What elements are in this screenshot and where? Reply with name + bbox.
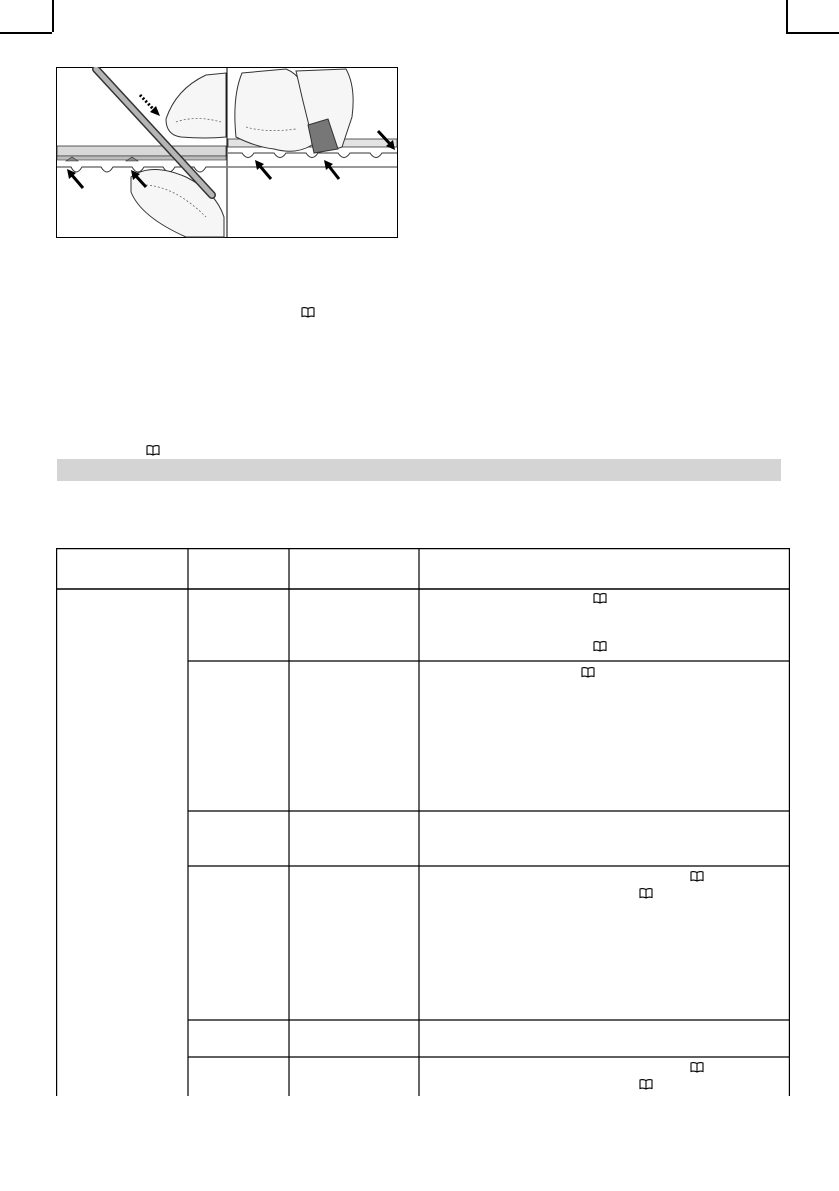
book-reference-icon [594, 642, 606, 651]
troubleshooting-table [56, 548, 790, 1096]
crop-mark-left-horizontal [0, 32, 52, 34]
crop-mark-right-horizontal [786, 32, 839, 34]
book-reference-icon [582, 668, 594, 677]
book-reference-icon [594, 594, 606, 603]
book-reference-icon [640, 1080, 652, 1089]
book-reference-icon [301, 306, 315, 318]
book-reference-icon [691, 1063, 703, 1072]
book-reference-icon [640, 889, 652, 898]
book-reference-icon [691, 872, 703, 881]
section-heading-bar [57, 459, 781, 481]
chain-sharpening-illustration [56, 67, 398, 238]
crop-mark-left-vertical [52, 0, 54, 32]
crop-mark-right-vertical [786, 0, 788, 32]
book-reference-icon [146, 444, 160, 456]
